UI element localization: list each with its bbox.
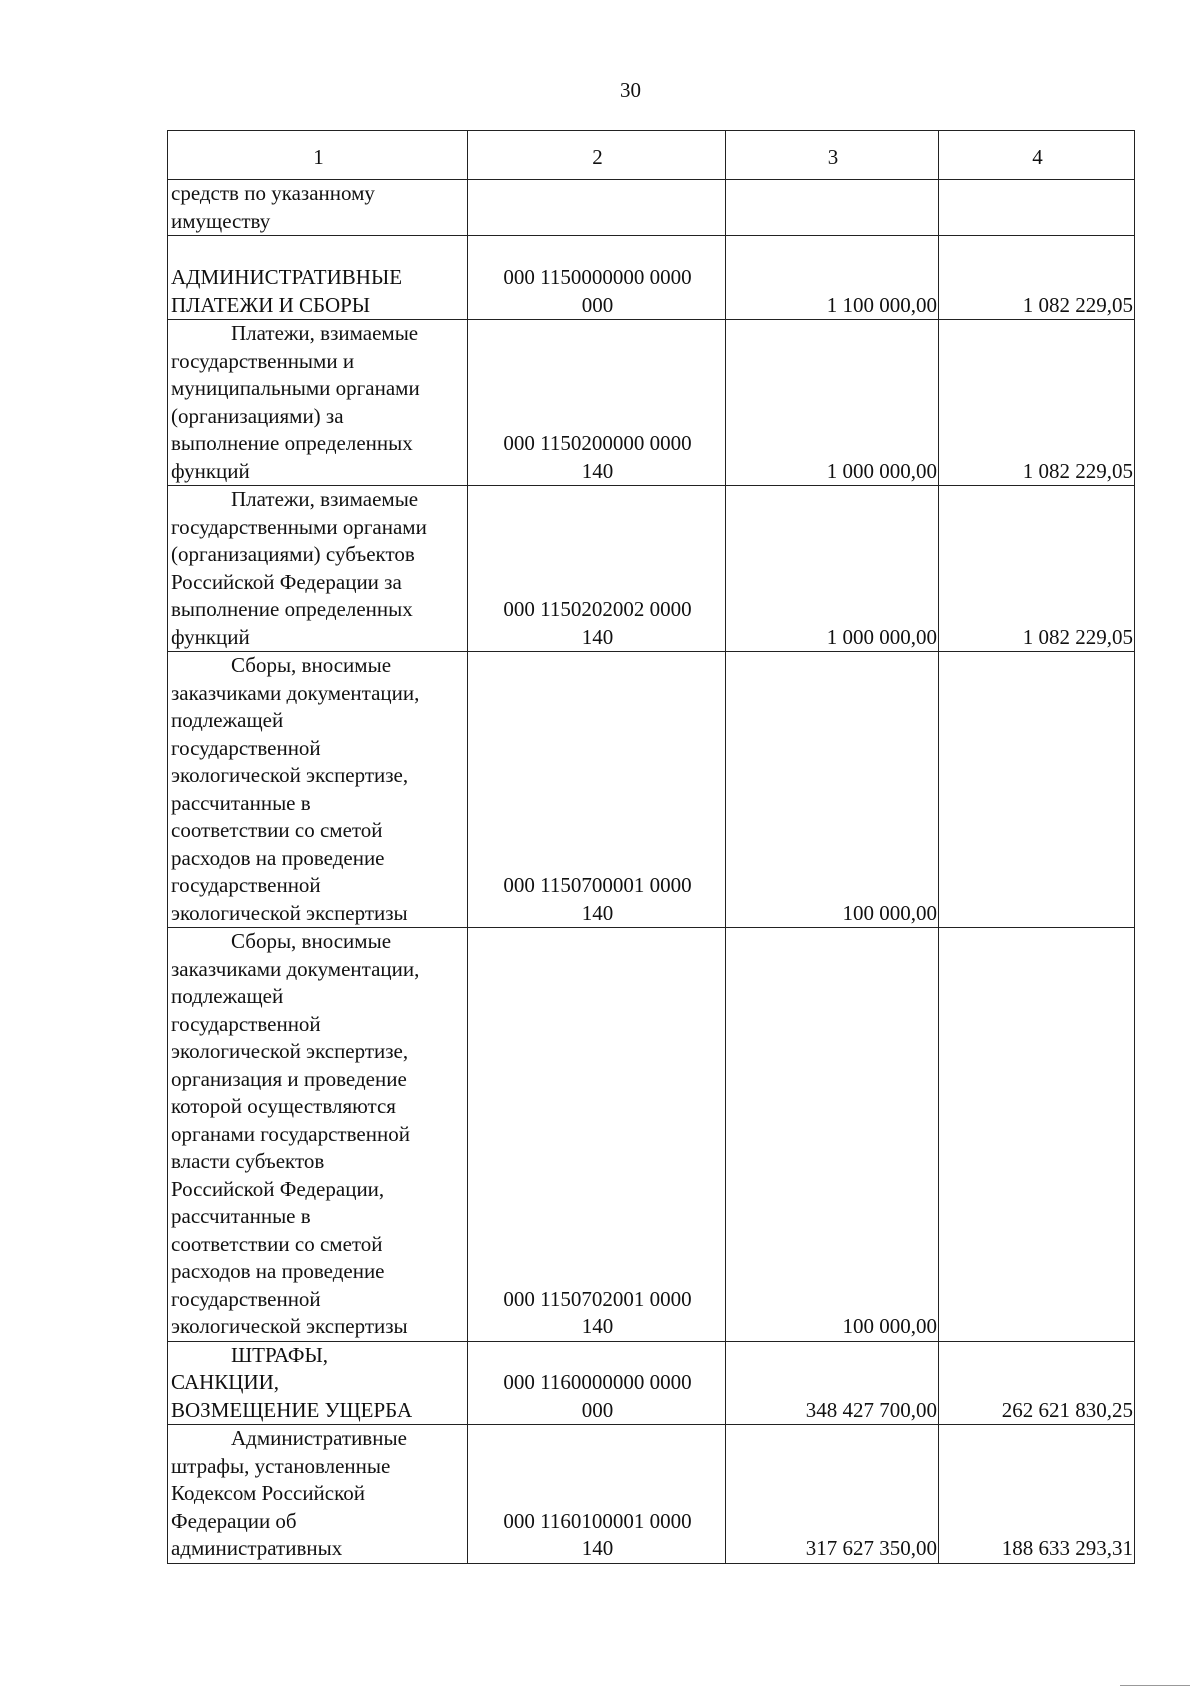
fact-amount — [939, 928, 1135, 1342]
page-number: 30 — [620, 78, 641, 102]
table-row — [168, 236, 1135, 320]
column-number: 2 — [468, 131, 726, 180]
budget-code: 000 1160000000 0000 000 — [468, 1341, 726, 1425]
budget-code: 000 1160100001 0000 140 — [468, 1425, 726, 1564]
fact-amount: 1 082 229,05 — [939, 320, 1135, 486]
table-row — [168, 320, 1135, 486]
income-name: средств по указанному имуществу — [168, 180, 468, 236]
plan-amount: 1 000 000,00 — [726, 320, 939, 486]
plan-amount: 348 427 700,00 — [726, 1341, 939, 1425]
income-name: АДМИНИСТРАТИВНЫЕ ПЛАТЕЖИ И СБОРЫ — [168, 236, 468, 320]
fact-amount: 1 082 229,05 — [939, 236, 1135, 320]
income-name-text: Административные штрафы, установленные Кодексом Российской Федерации об административных — [171, 1426, 407, 1560]
fact-amount: 188 633 293,31 — [939, 1425, 1135, 1564]
income-name — [168, 1341, 468, 1425]
plan-amount: 100 000,00 — [726, 928, 939, 1342]
income-name — [168, 320, 468, 486]
income-name — [168, 928, 468, 1342]
budget-code: 000 1150202002 0000 140 — [468, 486, 726, 652]
table-row — [168, 1425, 1135, 1564]
fact-amount: 262 621 830,25 — [939, 1341, 1135, 1425]
column-number-row — [168, 131, 1135, 180]
fact-amount — [939, 652, 1135, 928]
budget-code: 000 1150200000 0000 140 — [468, 320, 726, 486]
plan-amount: 1 000 000,00 — [726, 486, 939, 652]
plan-amount: 100 000,00 — [726, 652, 939, 928]
income-name-text: ШТРАФЫ, САНКЦИИ, ВОЗМЕЩЕНИЕ УЩЕРБА — [171, 1342, 413, 1422]
footer-rule — [1120, 1685, 1190, 1686]
column-number: 1 — [168, 131, 468, 180]
table-row — [168, 180, 1135, 236]
income-name-text: Сборы, вносимые заказчиками документации, подлежащей государственной экологической экспертизе, рассчитанные в соответствии со сметой расходов на проведение государственной экологической экспертизы — [171, 653, 420, 925]
budget-code: 000 1150702001 0000 140 — [468, 928, 726, 1342]
table-row — [168, 652, 1135, 928]
table-row — [168, 486, 1135, 652]
table-row — [168, 1341, 1135, 1425]
budget-code: 000 1150000000 0000 000 — [468, 236, 726, 320]
column-number: 4 — [939, 131, 1135, 180]
income-name-text: Платежи, взимаемые государственными органами (организациями) субъектов Российской Федерации за выполнение определенных функций — [171, 487, 427, 649]
fact-amount: 1 082 229,05 — [939, 486, 1135, 652]
plan-amount: 317 627 350,00 — [726, 1425, 939, 1564]
budget-revenue-table — [167, 130, 1135, 1564]
column-number: 3 — [726, 131, 939, 180]
income-name-text: Платежи, взимаемые государственными и муниципальными органами (организациями) за выполнение определенных функций — [171, 321, 420, 483]
plan-amount — [726, 180, 939, 236]
budget-code: 000 1150700001 0000 140 — [468, 652, 726, 928]
table-row — [168, 928, 1135, 1342]
income-name — [168, 486, 468, 652]
income-name — [168, 1425, 468, 1564]
income-name — [168, 652, 468, 928]
plan-amount: 1 100 000,00 — [726, 236, 939, 320]
fact-amount — [939, 180, 1135, 236]
budget-code — [468, 180, 726, 236]
income-name-text: Сборы, вносимые заказчиками документации, подлежащей государственной экологической экспертизе, организация и проведение которой осуществляются органами государственной власти субъектов Российской Федерации, рассчитанные в соответствии со сметой расходов на проведение государственной экологической экспертизы — [171, 929, 420, 1338]
